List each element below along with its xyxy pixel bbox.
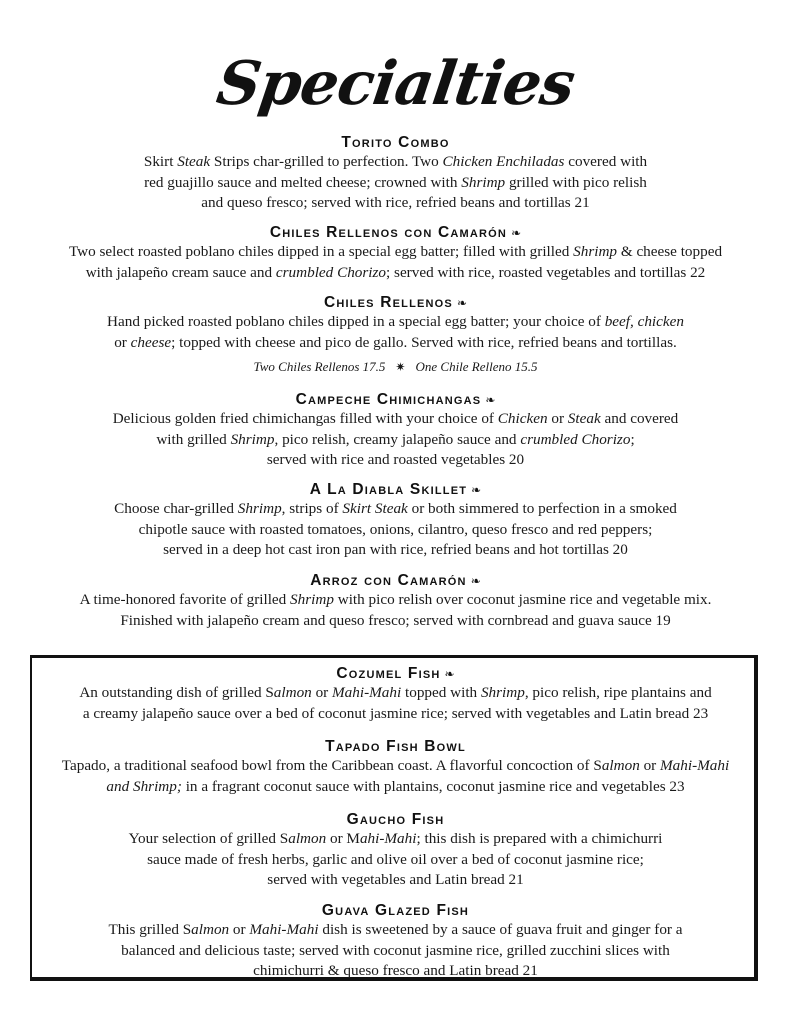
description-line (0, 590, 791, 611)
text: chimichurri & queso fresco and Latin bread 21 (253, 962, 538, 979)
item-name-text: Tapado Fish Bowl (325, 738, 466, 755)
menu-item (0, 811, 791, 891)
emphasized-text: crumbled Chorizo (275, 263, 387, 281)
emphasized-text: Shrimp (480, 684, 525, 701)
item-name-text: Torito Combo (341, 134, 450, 151)
text: Tapado, a traditional seafood bowl from the Caribbean coast. A flavorful concoction of S (61, 757, 602, 774)
description-line (0, 173, 791, 194)
emphasized-text: Steak (567, 410, 601, 427)
emphasized-text: beef, chicken (604, 313, 684, 330)
item-description (0, 920, 791, 982)
item-name (0, 572, 791, 590)
leaf-icon: ❧ (511, 226, 522, 240)
description-line (0, 829, 791, 850)
item-name (0, 294, 791, 312)
item-name (0, 224, 791, 242)
description-line (0, 756, 791, 777)
emphasized-text: almon (273, 684, 312, 701)
item-name-text: Arroz con Camarón (310, 572, 467, 589)
description-line (0, 333, 791, 354)
emphasized-text: Skirt Steak (342, 500, 408, 517)
emphasized-text: Mahi-Mahi (660, 757, 730, 774)
emphasized-text: ahi-Mahi (359, 830, 417, 847)
text: Choose char-grilled (114, 500, 238, 517)
description-line (0, 409, 791, 430)
description-line (0, 152, 791, 173)
text: in a fragrant coconut sauce with plantains, coconut jasmine rice and vegetables 23 (181, 777, 685, 795)
description-line (0, 312, 791, 333)
text: balanced and delicious taste; served with coconut jasmine rice, grilled zucchini slices with (121, 941, 670, 959)
description-line (0, 920, 791, 941)
text: ; this dish is prepared with a chimichurri (416, 830, 663, 847)
item-name-text: Guava Glazed Fish (321, 902, 470, 919)
menu-item (0, 665, 791, 724)
text: ; served with rice, roasted vegetables and tortillas 22 (386, 263, 706, 281)
menu-item (0, 738, 791, 797)
text: and queso fresco; served with rice, refried beans and tortillas 21 (201, 194, 590, 211)
price-options (0, 356, 791, 378)
text: or (311, 684, 333, 701)
leaf-icon: ❧ (444, 667, 455, 681)
item-description (0, 409, 791, 471)
emphasized-text: cheese (130, 333, 172, 351)
emphasized-text: Shrimp (573, 243, 618, 260)
text: Your selection of grilled S (128, 830, 289, 847)
text: , strips of (281, 500, 343, 517)
item-name-text: Gaucho Fish (346, 811, 445, 828)
text: A time-honored favorite of grilled (79, 591, 291, 608)
description-line (0, 850, 791, 871)
text: or (639, 757, 661, 774)
item-description (0, 590, 791, 631)
text: chipotle sauce with roasted tomatoes, onions, cilantro, queso fresco and red peppers; (138, 520, 653, 538)
item-name (0, 391, 791, 409)
menu-item (0, 134, 791, 214)
emphasized-text: and Shrimp; (106, 777, 182, 795)
description-line (0, 941, 791, 962)
emphasized-text: Shrimp (237, 500, 282, 517)
item-name (0, 665, 791, 683)
item-name-text: A La Diabla Skillet (309, 481, 468, 498)
description-line (0, 683, 791, 704)
description-line (0, 611, 791, 632)
text: and covered (600, 410, 679, 427)
item-description (0, 242, 791, 283)
text: Strips char-grilled to perfection. Two (210, 153, 443, 170)
price-option-value: 15.5 (514, 359, 538, 374)
text: dish is sweetened by a sauce of guava fruit and ginger for a (318, 921, 683, 938)
text: & cheese topped (617, 243, 723, 260)
price-option-value: 17.5 (362, 359, 386, 374)
item-description (0, 756, 791, 797)
item-description (0, 829, 791, 891)
text: ; (630, 430, 635, 448)
text: sauce made of fresh herbs, garlic and olive oil over a bed of coconut jasmine rice; (147, 850, 644, 868)
menu-item (0, 294, 791, 378)
menu-item (0, 224, 791, 283)
menu-item (0, 391, 791, 471)
text: grilled with pico relish (505, 173, 647, 191)
text: with jalapeño cream sauce and (85, 263, 276, 281)
text: or (229, 921, 250, 938)
text: An outstanding dish of grilled S (79, 684, 274, 701)
text: served with rice and roasted vegetables 20 (266, 451, 525, 468)
text: Finished with jalapeño cream and queso fresco; served with cornbread and guava sauce 19 (120, 611, 671, 629)
text: covered with (564, 153, 648, 170)
item-name-text: Cozumel Fish (336, 665, 441, 682)
text: Two select roasted poblano chiles dipped in a special egg batter; filled with grilled (68, 243, 574, 260)
text: This grilled S (108, 921, 192, 938)
emphasized-text: Shrimp (290, 591, 334, 608)
emphasized-text: almon (191, 921, 230, 938)
leaf-icon: ❧ (456, 296, 468, 310)
item-description (0, 499, 791, 561)
emphasized-text: almon (288, 830, 327, 847)
item-name-text: Campeche Chimichangas (295, 391, 482, 408)
page-title: Specialties (212, 49, 579, 119)
emphasized-text: Steak (177, 153, 211, 170)
menu-item (0, 572, 791, 631)
text: or M (326, 830, 360, 847)
leaf-icon: ❧ (470, 574, 481, 588)
text: topped with (401, 684, 481, 701)
emphasized-text: Mahi-Mahi (332, 684, 402, 701)
emphasized-text: Shrimp (461, 173, 506, 191)
text: served in a deep hot cast iron pan with rice, refried beans and hot tortillas 20 (163, 541, 628, 558)
emphasized-text: Chicken Enchiladas (442, 153, 565, 170)
description-line (0, 777, 791, 798)
description-line (0, 193, 791, 214)
item-name (0, 811, 791, 829)
item-name (0, 902, 791, 920)
text: with pico relish over coconut jasmine rice and vegetable mix. (333, 591, 712, 608)
item-name (0, 134, 791, 152)
description-line (0, 540, 791, 561)
text: or (114, 333, 131, 351)
item-description (0, 312, 791, 353)
text: or (547, 410, 568, 427)
item-name-text: Chiles Rellenos (323, 294, 453, 311)
menu-item (0, 481, 791, 561)
item-name (0, 738, 791, 756)
item-description (0, 683, 791, 724)
text: with grilled (156, 430, 231, 448)
text: Skirt (143, 153, 178, 170)
emphasized-text: almon (601, 757, 640, 774)
text: , pico relish, ripe plantains and (524, 684, 712, 701)
description-line (0, 704, 791, 725)
menu-item (0, 902, 791, 982)
leaf-icon: ❧ (471, 483, 482, 497)
text: or both simmered to perfection in a smoked (407, 500, 677, 517)
description-line (0, 430, 791, 451)
emphasized-text: Mahi-Mahi (249, 921, 319, 938)
text: Hand picked roasted poblano chiles dipped in a special egg batter; your choice of (107, 313, 605, 330)
description-line (0, 961, 791, 982)
text: ; topped with cheese and pico de gallo. Served with rice, refried beans and tortillas. (171, 333, 677, 351)
description-line (0, 870, 791, 891)
price-option-label: One Chile Relleno (415, 359, 512, 374)
item-name (0, 481, 791, 499)
item-description (0, 152, 791, 214)
description-line (0, 520, 791, 541)
text: red guajillo sauce and melted cheese; crowned with (144, 173, 462, 191)
emphasized-text: Shrimp (230, 430, 275, 448)
item-name-text: Chiles Rellenos con Camarón (269, 224, 508, 241)
text: served with vegetables and Latin bread 21 (267, 871, 524, 888)
description-line (0, 263, 791, 284)
price-option-label: Two Chiles Rellenos (253, 359, 360, 374)
description-line (0, 242, 791, 263)
text: , pico relish, creamy jalapeño sauce and (274, 430, 521, 448)
text: a creamy jalapeño sauce over a bed of coconut jasmine rice; served with vegetables and Latin bread 23 (82, 704, 709, 722)
description-line (0, 499, 791, 520)
text: Delicious golden fried chimichangas filled with your choice of (112, 410, 498, 427)
description-line (0, 450, 791, 471)
emphasized-text: Chicken (497, 410, 548, 427)
star-separator-icon: ✷ (395, 360, 406, 374)
emphasized-text: crumbled Chorizo (520, 430, 631, 448)
leaf-icon: ❧ (485, 393, 496, 407)
